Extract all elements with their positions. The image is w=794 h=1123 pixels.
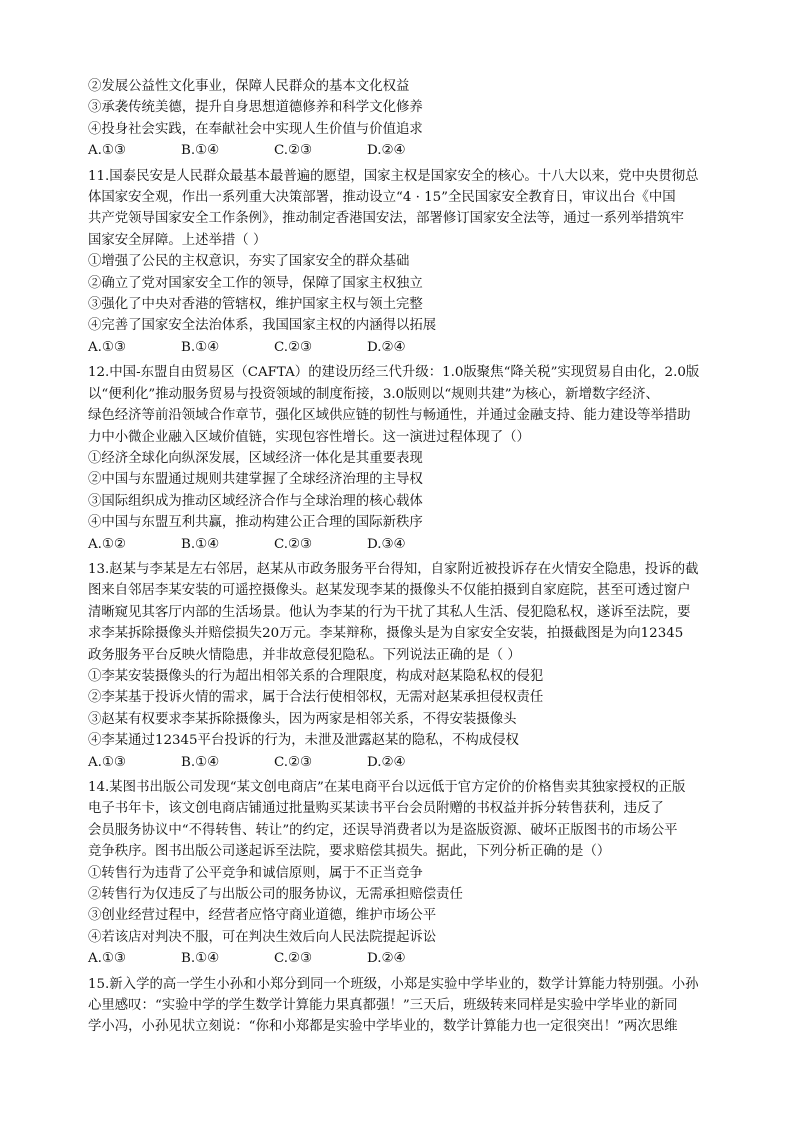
- exam-page: [88, 76, 718, 1038]
- choice-d: D.③④: [367, 536, 406, 552]
- stem-line: 力中小微企业融入区域价值链，实现包容性增长。这一演进过程体现了（）: [88, 429, 530, 445]
- choice-b: B.①④: [181, 754, 220, 770]
- question-12: [88, 362, 718, 555]
- choice-c: C.②③: [274, 536, 313, 552]
- top-question-tail: [88, 76, 718, 162]
- option-line: ③国际组织成为推动区域经济合作与全球治理的核心载体: [88, 493, 423, 509]
- stem-line: 心里感叹：“实验中学的学生数学计算能力果真都强！”三天后，班级转来同样是实验中学毕业的新同: [88, 998, 678, 1014]
- option-line: ②李某基于投诉火情的需求，属于合法行使相邻权，无需对赵某承担侵权责任: [88, 690, 544, 706]
- stem-line: 国家安全屏障。上述举措（ ）: [88, 232, 267, 248]
- stem-line: 共产党领导国家安全工作条例》，推动制定香港国安法，部署修订国家安全法等，通过一系列举措筑牢: [88, 211, 684, 227]
- option-line: ①李某安装摄像头的行为超出相邻关系的合理限度，构成对赵某隐私权的侵犯: [88, 668, 544, 684]
- choice-d: D.②④: [367, 951, 406, 967]
- stem-line: 电子书年卡，该文创电商店铺通过批量购买某读书平台会员附赠的书权益并拆分转售获利，违反了: [88, 801, 664, 817]
- option-line: ③创业经营过程中，经营者应恪守商业道德，维护市场公平: [88, 908, 437, 924]
- stem-line: 绿色经济等前沿领域合作章节，强化区域供应链的韧性与畅通性，并通过金融支持、能力建设等举措助: [88, 408, 691, 424]
- option-line: ③承袭传统美德，提升自身思想道德修养和科学文化修养: [88, 100, 423, 116]
- question-13: [88, 559, 718, 773]
- choice-d: D.②④: [367, 143, 406, 159]
- stem-line: 会员服务协议中“不得转售、转让”的约定，还误导消费者以为是盗版资源、破坏正版图书的市场公平: [88, 822, 678, 838]
- answer-choices: [88, 948, 718, 969]
- option-line: ②发展公益性文化事业，保障人民群众的基本文化权益: [88, 79, 410, 94]
- question-11: [88, 166, 718, 359]
- choice-c: C.②③: [274, 339, 313, 355]
- choice-b: B.①④: [181, 143, 220, 159]
- option-line: ①转售行为违背了公平竞争和诚信原则，属于不正当竞争: [88, 865, 423, 881]
- stem-line: 图来自邻居李某安装的可遥控摄像头。赵某发现李某的摄像头不仅能拍摄到自家庭院，甚至可透过窗户: [88, 583, 691, 599]
- choice-d: D.②④: [367, 339, 406, 355]
- choice-a: A.①③: [88, 143, 126, 159]
- stem-line: 12.中国-东盟自由贸易区（CAFTA）的建设历经三代升级：1.0版聚焦“降关税”实现贸易自由化，2.0版: [88, 365, 700, 381]
- choice-a: A.①③: [88, 951, 126, 967]
- stem-line: 14.某图书出版公司发现“某文创电商店”在某电商平台以远低于官方定价的价格售卖其独家授权的正版: [88, 780, 686, 795]
- stem-line: 清晰窥见其客厅内部的生活场景。他认为李某的行为干扰了其私人生活、侵犯隐私权，遂诉至法院，要: [88, 604, 691, 620]
- option-line: ①经济全球化向纵深发展，区域经济一体化是其重要表现: [88, 450, 423, 466]
- question-15: [88, 974, 718, 1038]
- stem-line: 求李某拆除摄像头并赔偿损失20万元。李某辩称，摄像头是为自家安全安装，拍摄截图是为向12345: [88, 626, 684, 642]
- choice-c: C.②③: [274, 754, 313, 770]
- option-line: ④完善了国家安全法治体系，我国国家主权的内涵得以拓展: [88, 318, 437, 334]
- stem-line: 政务服务平台反映火情隐患，并非故意侵犯隐私。下列说法正确的是（ ）: [88, 647, 521, 663]
- option-line: ②转售行为仅违反了与出版公司的服务协议，无需承担赔偿责任: [88, 887, 463, 903]
- answer-choices: [88, 534, 718, 555]
- answer-choices: [88, 337, 718, 358]
- option-line: ②确立了党对国家安全工作的领导，保障了国家主权独立: [88, 275, 423, 291]
- stem-line: 学小冯，小孙见状立刻说：“你和小郑都是实验中学毕业的，数学计算能力也一定很突出！”两次思维: [88, 1019, 678, 1035]
- choice-a: A.①③: [88, 339, 126, 355]
- question-14: [88, 777, 718, 970]
- stem-line: 体国家安全观，作出一系列重大决策部署，推动设立“4 · 15”全民国家安全教育日，审议出台《中国: [88, 190, 676, 206]
- choice-b: B.①④: [181, 951, 220, 967]
- choice-b: B.①④: [181, 339, 220, 355]
- stem-line: 15.新入学的高一学生小孙和小郑分到同一个班级，小郑是实验中学毕业的，数学计算能力特别强。小孙: [88, 976, 699, 992]
- stem-line: 11.国泰民安是人民群众最基本最普遍的愿望，国家主权是国家安全的核心。十八大以来，党中央贯彻总: [88, 168, 699, 184]
- stem-line: 13.赵某与李某是左右邻居，赵某从市政务服务平台得知，自家附近被投诉存在火情安全隐患，投诉的截: [88, 561, 699, 577]
- option-line: ④投身社会实践，在奉献社会中实现人生价值与价值追求: [88, 121, 423, 137]
- option-line: ③赵某有权要求李某拆除摄像头，因为两家是相邻关系，不得安装摄像头: [88, 711, 517, 727]
- option-line: ④中国与东盟互利共赢，推动构建公正合理的国际新秩序: [88, 515, 423, 531]
- choice-d: D.②④: [367, 754, 406, 770]
- option-line: ④若该店对判决不服，可在判决生效后向人民法院提起诉讼: [88, 929, 437, 945]
- choice-a: A.①②: [88, 536, 126, 552]
- choice-c: C.②③: [274, 951, 313, 967]
- option-line: ④李某通过12345平台投诉的行为，未泄及泄露赵某的隐私，不构成侵权: [88, 733, 519, 749]
- answer-choices: [88, 140, 718, 161]
- option-line: ①增强了公民的主权意识，夯实了国家安全的群众基础: [88, 254, 410, 270]
- stem-line: 以“便利化”推动服务贸易与投资领域的制度衔接，3.0版则以“规则共建”为核心，新增数字经济、: [88, 386, 659, 402]
- option-line: ②中国与东盟通过规则共建掌握了全球经济治理的主导权: [88, 472, 423, 488]
- choice-c: C.②③: [274, 143, 313, 159]
- answer-choices: [88, 752, 718, 773]
- choice-a: A.①③: [88, 754, 126, 770]
- choice-b: B.①④: [181, 536, 220, 552]
- option-line: ③强化了中央对香港的管辖权，维护国家主权与领土完整: [88, 297, 423, 313]
- stem-line: 竞争秩序。图书出版公司遂起诉至法院，要求赔偿其损失。据此，下列分析正确的是（）: [88, 844, 611, 860]
